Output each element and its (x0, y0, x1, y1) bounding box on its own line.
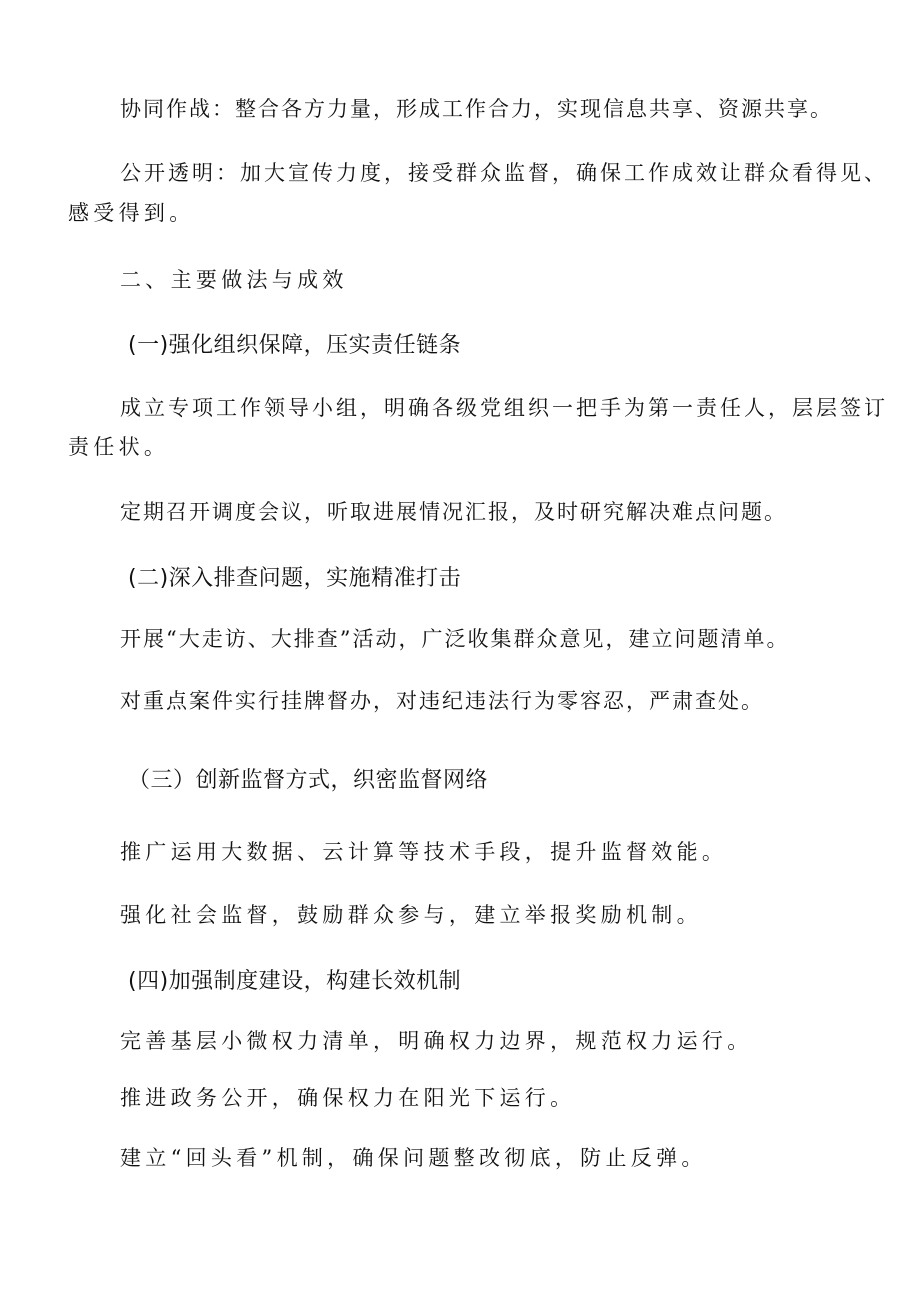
paragraph-collaboration: 协同作战：整合各方力量，形成工作合力，实现信息共享、资源共享。 (120, 97, 833, 121)
paragraph-transparency-cont: 感受得到。 (68, 201, 195, 225)
subheading-1: (一)强化组织保障，压实责任链条 (128, 333, 462, 358)
paragraph-1-2: 定期召开调度会议，听取进展情况汇报，及时研究解决难点问题。 (120, 500, 787, 524)
paragraph-2-2: 对重点案件实行挂牌督办，对违纪违法行为零容忍，严肃查处。 (120, 689, 764, 713)
paragraph-2-1: 开展“大走访、大排查”活动，广泛收集群众意见，建立问题清单。 (120, 627, 790, 651)
paragraph-4-1: 完善基层小微权力清单，明确权力边界，规范权力运行。 (120, 1029, 753, 1053)
paragraph-4-2: 推进政务公开，确保权力在阳光下运行。 (120, 1086, 576, 1110)
section-title: 二、主要做法与成效 (120, 268, 348, 292)
paragraph-1-1: 成立专项工作领导小组，明确各级党组织一把手为第一责任人，层层签订 (120, 396, 888, 420)
paragraph-1-1-cont: 责任状。 (68, 435, 170, 459)
paragraph-4-3: 建立“回头看”机制，确保问题整改彻底，防止反弹。 (120, 1146, 707, 1170)
paragraph-3-2: 强化社会监督，鼓励群众参与，建立举报奖励机制。 (120, 903, 702, 927)
paragraph-transparency: 公开透明：加大宣传力度，接受群众监督，确保工作成效让群众看得见、 (120, 161, 888, 185)
subheading-3: （三）创新监督方式，织密监督网络 (128, 768, 489, 793)
subheading-2: (二)深入排查问题，实施精准打击 (128, 566, 462, 591)
paragraph-3-1: 推广运用大数据、云计算等技术手段，提升监督效能。 (120, 840, 728, 864)
subheading-4: (四)加强制度建设，构建长效机制 (128, 969, 462, 994)
